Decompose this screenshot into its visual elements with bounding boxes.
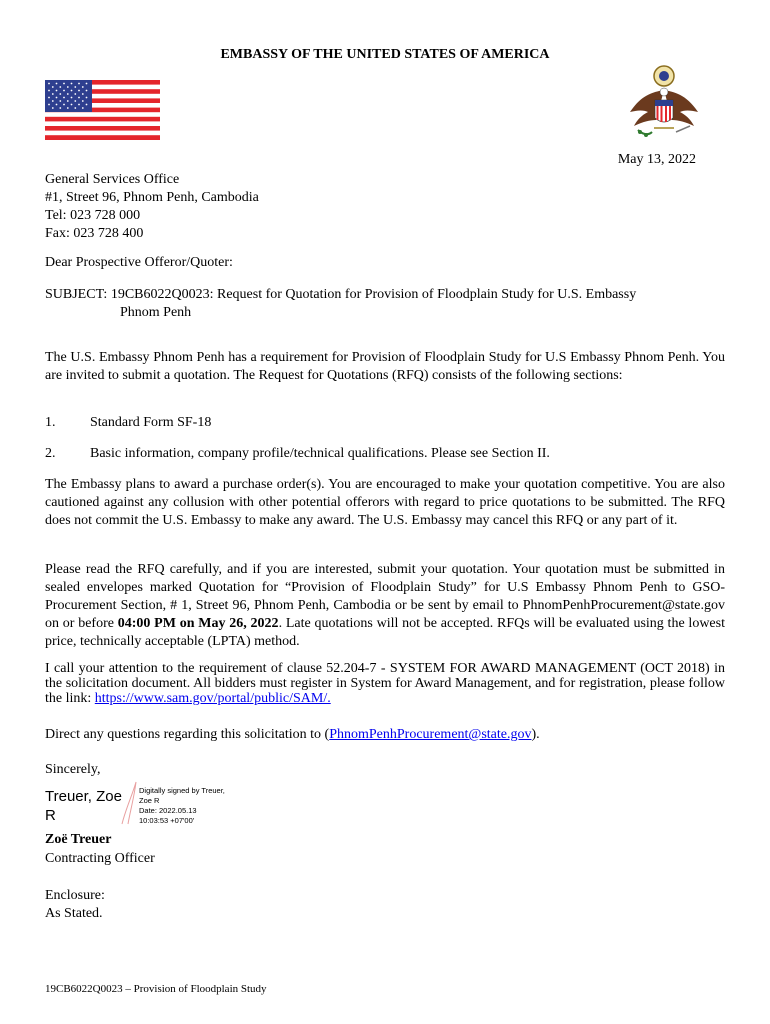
- questions-text-end: ).: [531, 727, 540, 742]
- list-text: Basic information, company profile/technical qualifications. Please see Section II.: [90, 446, 550, 461]
- submission-deadline: 04:00 PM on May 26, 2022: [117, 616, 279, 631]
- signature-name-line: Treuer, Zoe: [45, 788, 122, 805]
- us-flag-icon: [45, 80, 160, 140]
- submission-text-end: . Late quotations will not be accepted. RFQs will be evaluated using the lowest price, technically acceptable (LPTA) method.: [45, 616, 725, 649]
- sam-paragraph: [45, 661, 725, 706]
- digital-signature-name[interactable]: [45, 787, 122, 825]
- award-paragraph: The Embassy plans to award a purchase order(s). You are encouraged to make your quotation competitive. You are also cautioned against any collusion with other potential offerors with regard to price quotations to be submitted. The RFQ does not commit the U.S. Embassy to make any award. The U.S. Embassy may cancel this RFQ or any part of it.: [45, 477, 725, 528]
- list-text: Standard Form SF-18: [90, 415, 212, 430]
- signature-info-line: Digitally signed by Treuer,: [139, 786, 225, 795]
- letterhead-title: EMBASSY OF THE UNITED STATES OF AMERICA: [220, 47, 550, 62]
- telephone: Tel: 023 728 000: [45, 208, 141, 223]
- closing: Sincerely,: [45, 762, 101, 777]
- list-number: 2.: [45, 446, 56, 461]
- intro-paragraph: The U.S. Embassy Phnom Penh has a requirement for Provision of Floodplain Study for U.S Embassy Phnom Penh. You are invited to submit a quotation. The Request for Quotations (RFQ) consists of the following sections:: [45, 350, 725, 383]
- office-name: General Services Office: [45, 172, 180, 187]
- sam-link[interactable]: https://www.sam.gov/portal/public/SAM/.: [94, 691, 331, 706]
- street-address: #1, Street 96, Phnom Penh, Cambodia: [45, 190, 259, 205]
- signature-info-line: Zoe R: [139, 796, 160, 805]
- digital-signature-info: [139, 786, 225, 826]
- sam-text: I call your attention to the requirement of clause 52.204-7 - SYSTEM FOR AWARD MANAGEMENT (OCT 2018) in the solicitation document. All bidders must register in System for Award Management, and for registration, please follow the link:: [45, 661, 725, 706]
- signature-info-line: 10:03:53 +07'00': [139, 816, 195, 825]
- submission-text: Please read the RFQ carefully, and if you are interested, submit your quotation. Your quotation must be submitted in sealed envelopes marked Quotation for “Provision of Floodplain Study” for U.S Embassy Phnom Penh to GSO-Procurement Section, # 1, Street 96, Phnom Penh, Cambodia or be sent by email to PhnomPenhProcurement@state.gov on or before: [45, 562, 725, 631]
- questions-paragraph: [45, 726, 725, 744]
- enclosure: [45, 887, 105, 923]
- submission-paragraph: [45, 561, 725, 651]
- questions-text: Direct any questions regarding this solicitation to (: [45, 727, 330, 742]
- sender-address: [45, 171, 259, 243]
- signature-name-line: R: [45, 807, 56, 824]
- procurement-email-link[interactable]: PhnomPenhProcurement@state.gov: [329, 727, 532, 742]
- subject-line-2: Phnom Penh: [120, 305, 192, 320]
- eagle-seal-icon: [624, 64, 704, 148]
- page-footer: 19CB6022Q0023 – Provision of Floodplain Study: [45, 983, 267, 995]
- subject-line-1: SUBJECT: 19CB6022Q0023: Request for Quotation for Provision of Floodplain Study for U.S. Embassy: [45, 287, 637, 302]
- officer-title: Contracting Officer: [45, 851, 155, 866]
- list-number: 1.: [45, 415, 56, 430]
- salutation: Dear Prospective Offeror/Quoter:: [45, 255, 233, 270]
- signature-info-line: Date: 2022.05.13: [139, 806, 197, 815]
- subject-line: [45, 286, 725, 322]
- enclosure-label: Enclosure:: [45, 888, 105, 903]
- list-item: [45, 415, 211, 431]
- list-item: [45, 446, 550, 462]
- enclosure-value: As Stated.: [45, 906, 103, 921]
- officer-name: Zoë Treuer: [45, 832, 112, 847]
- fax: Fax: 023 728 400: [45, 226, 144, 241]
- letter-date: May 13, 2022: [617, 152, 696, 167]
